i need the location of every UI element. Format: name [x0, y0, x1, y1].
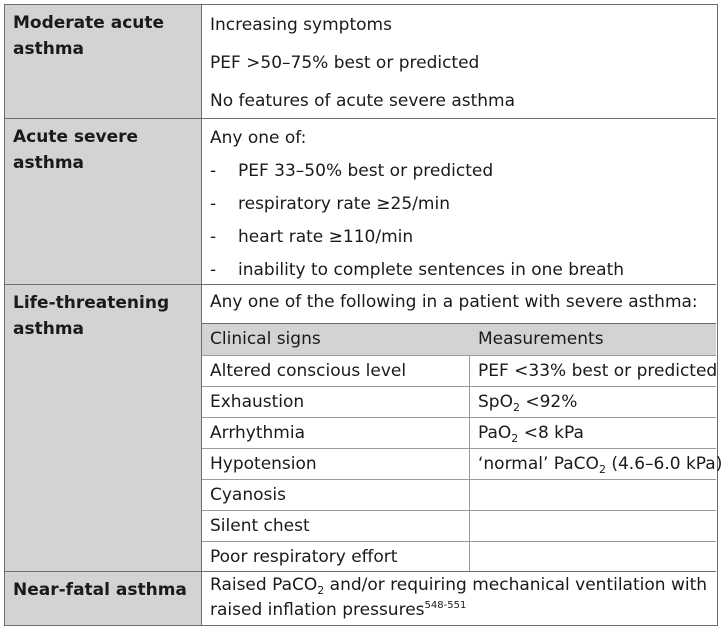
row-content-moderate: [202, 5, 716, 118]
sign-cell: Cyanosis: [210, 485, 286, 505]
measurement-cell: PEF <33% best or predicted: [478, 361, 718, 381]
sign-cell: Poor respiratory effort: [210, 547, 398, 567]
row-acute-severe: [5, 118, 716, 285]
bullet-marker: -: [210, 161, 217, 181]
near-fatal-suffix: and/or requiring mechanical ventilation with: [324, 575, 708, 595]
table-row: [202, 448, 722, 480]
row-content-near-fatal: [202, 572, 716, 625]
row-near-fatal: [5, 571, 716, 625]
row-content-life-threatening: [202, 285, 722, 572]
paco2-value: (4.6–6.0 kPa): [605, 454, 722, 474]
pao2-label: PaO: [478, 423, 512, 443]
sign-cell: Altered conscious level: [210, 361, 407, 381]
label-text: Near-fatal asthma: [13, 580, 187, 600]
measurement-cell: [478, 387, 577, 418]
bullet-text: inability to complete sentences in one breath: [238, 260, 625, 280]
clinical-signs-table: [202, 323, 722, 572]
near-fatal-text: raised inflation pressures: [210, 600, 425, 620]
life-threatening-intro: Any one of the following in a patient with severe asthma:: [210, 292, 698, 312]
row-label-moderate: [5, 5, 202, 118]
paco2-subscript: 2: [598, 463, 606, 476]
spo2-label: SpO: [478, 392, 513, 412]
table-row: [202, 479, 716, 511]
label-text: Life-threatening asthma: [13, 293, 170, 339]
bullet-text: heart rate ≥110/min: [238, 227, 414, 247]
bullet-marker: -: [210, 194, 217, 214]
label-text: Moderate acute asthma: [13, 13, 165, 59]
near-fatal-prefix: Raised PaCO: [210, 575, 318, 595]
bullet-marker: -: [210, 260, 217, 280]
paco2-label: ‘normal’ PaCO: [478, 454, 599, 474]
moderate-line-2: PEF >50–75% best or predicted: [210, 53, 480, 73]
sign-cell: Silent chest: [210, 516, 310, 536]
label-text: Acute severe asthma: [13, 127, 139, 173]
bullet-text: PEF 33–50% best or predicted: [238, 161, 494, 181]
row-life-threatening: [5, 284, 722, 572]
table-row: [202, 355, 716, 387]
row-moderate: [5, 5, 716, 118]
near-fatal-line-2: [210, 600, 466, 620]
sign-cell: Arrhythmia: [210, 423, 305, 443]
citation-superscript: 548-551: [424, 600, 467, 611]
measurement-cell: [478, 449, 722, 480]
table-row: [202, 510, 716, 542]
bullet-marker: -: [210, 227, 217, 247]
header-measurements: Measurements: [478, 329, 604, 349]
moderate-line-1: Increasing symptoms: [210, 15, 392, 35]
table-row: [202, 386, 716, 418]
near-fatal-line-1: [210, 575, 707, 595]
row-content-acute-severe: [202, 119, 716, 285]
row-label-near-fatal: [5, 572, 202, 625]
measurement-cell: [478, 418, 584, 449]
spo2-subscript: 2: [512, 401, 520, 414]
header-clinical-signs: Clinical signs: [210, 329, 321, 349]
pao2-value: <8 kPa: [518, 423, 584, 443]
bullet-text: respiratory rate ≥25/min: [238, 194, 450, 214]
clinical-signs-header-row: [202, 324, 716, 355]
asthma-severity-table: [4, 4, 722, 626]
table-row: [202, 541, 716, 573]
pao2-subscript: 2: [511, 432, 519, 445]
paco2-subscript: 2: [317, 584, 325, 597]
sign-cell: Hypotension: [210, 454, 317, 474]
sign-cell: Exhaustion: [210, 392, 305, 412]
spo2-value: <92%: [519, 392, 578, 412]
acute-severe-intro: Any one of:: [210, 128, 307, 148]
moderate-line-3: No features of acute severe asthma: [210, 91, 516, 111]
row-label-acute-severe: [5, 119, 202, 285]
table-row: [202, 417, 716, 449]
row-label-life-threatening: [5, 285, 202, 572]
